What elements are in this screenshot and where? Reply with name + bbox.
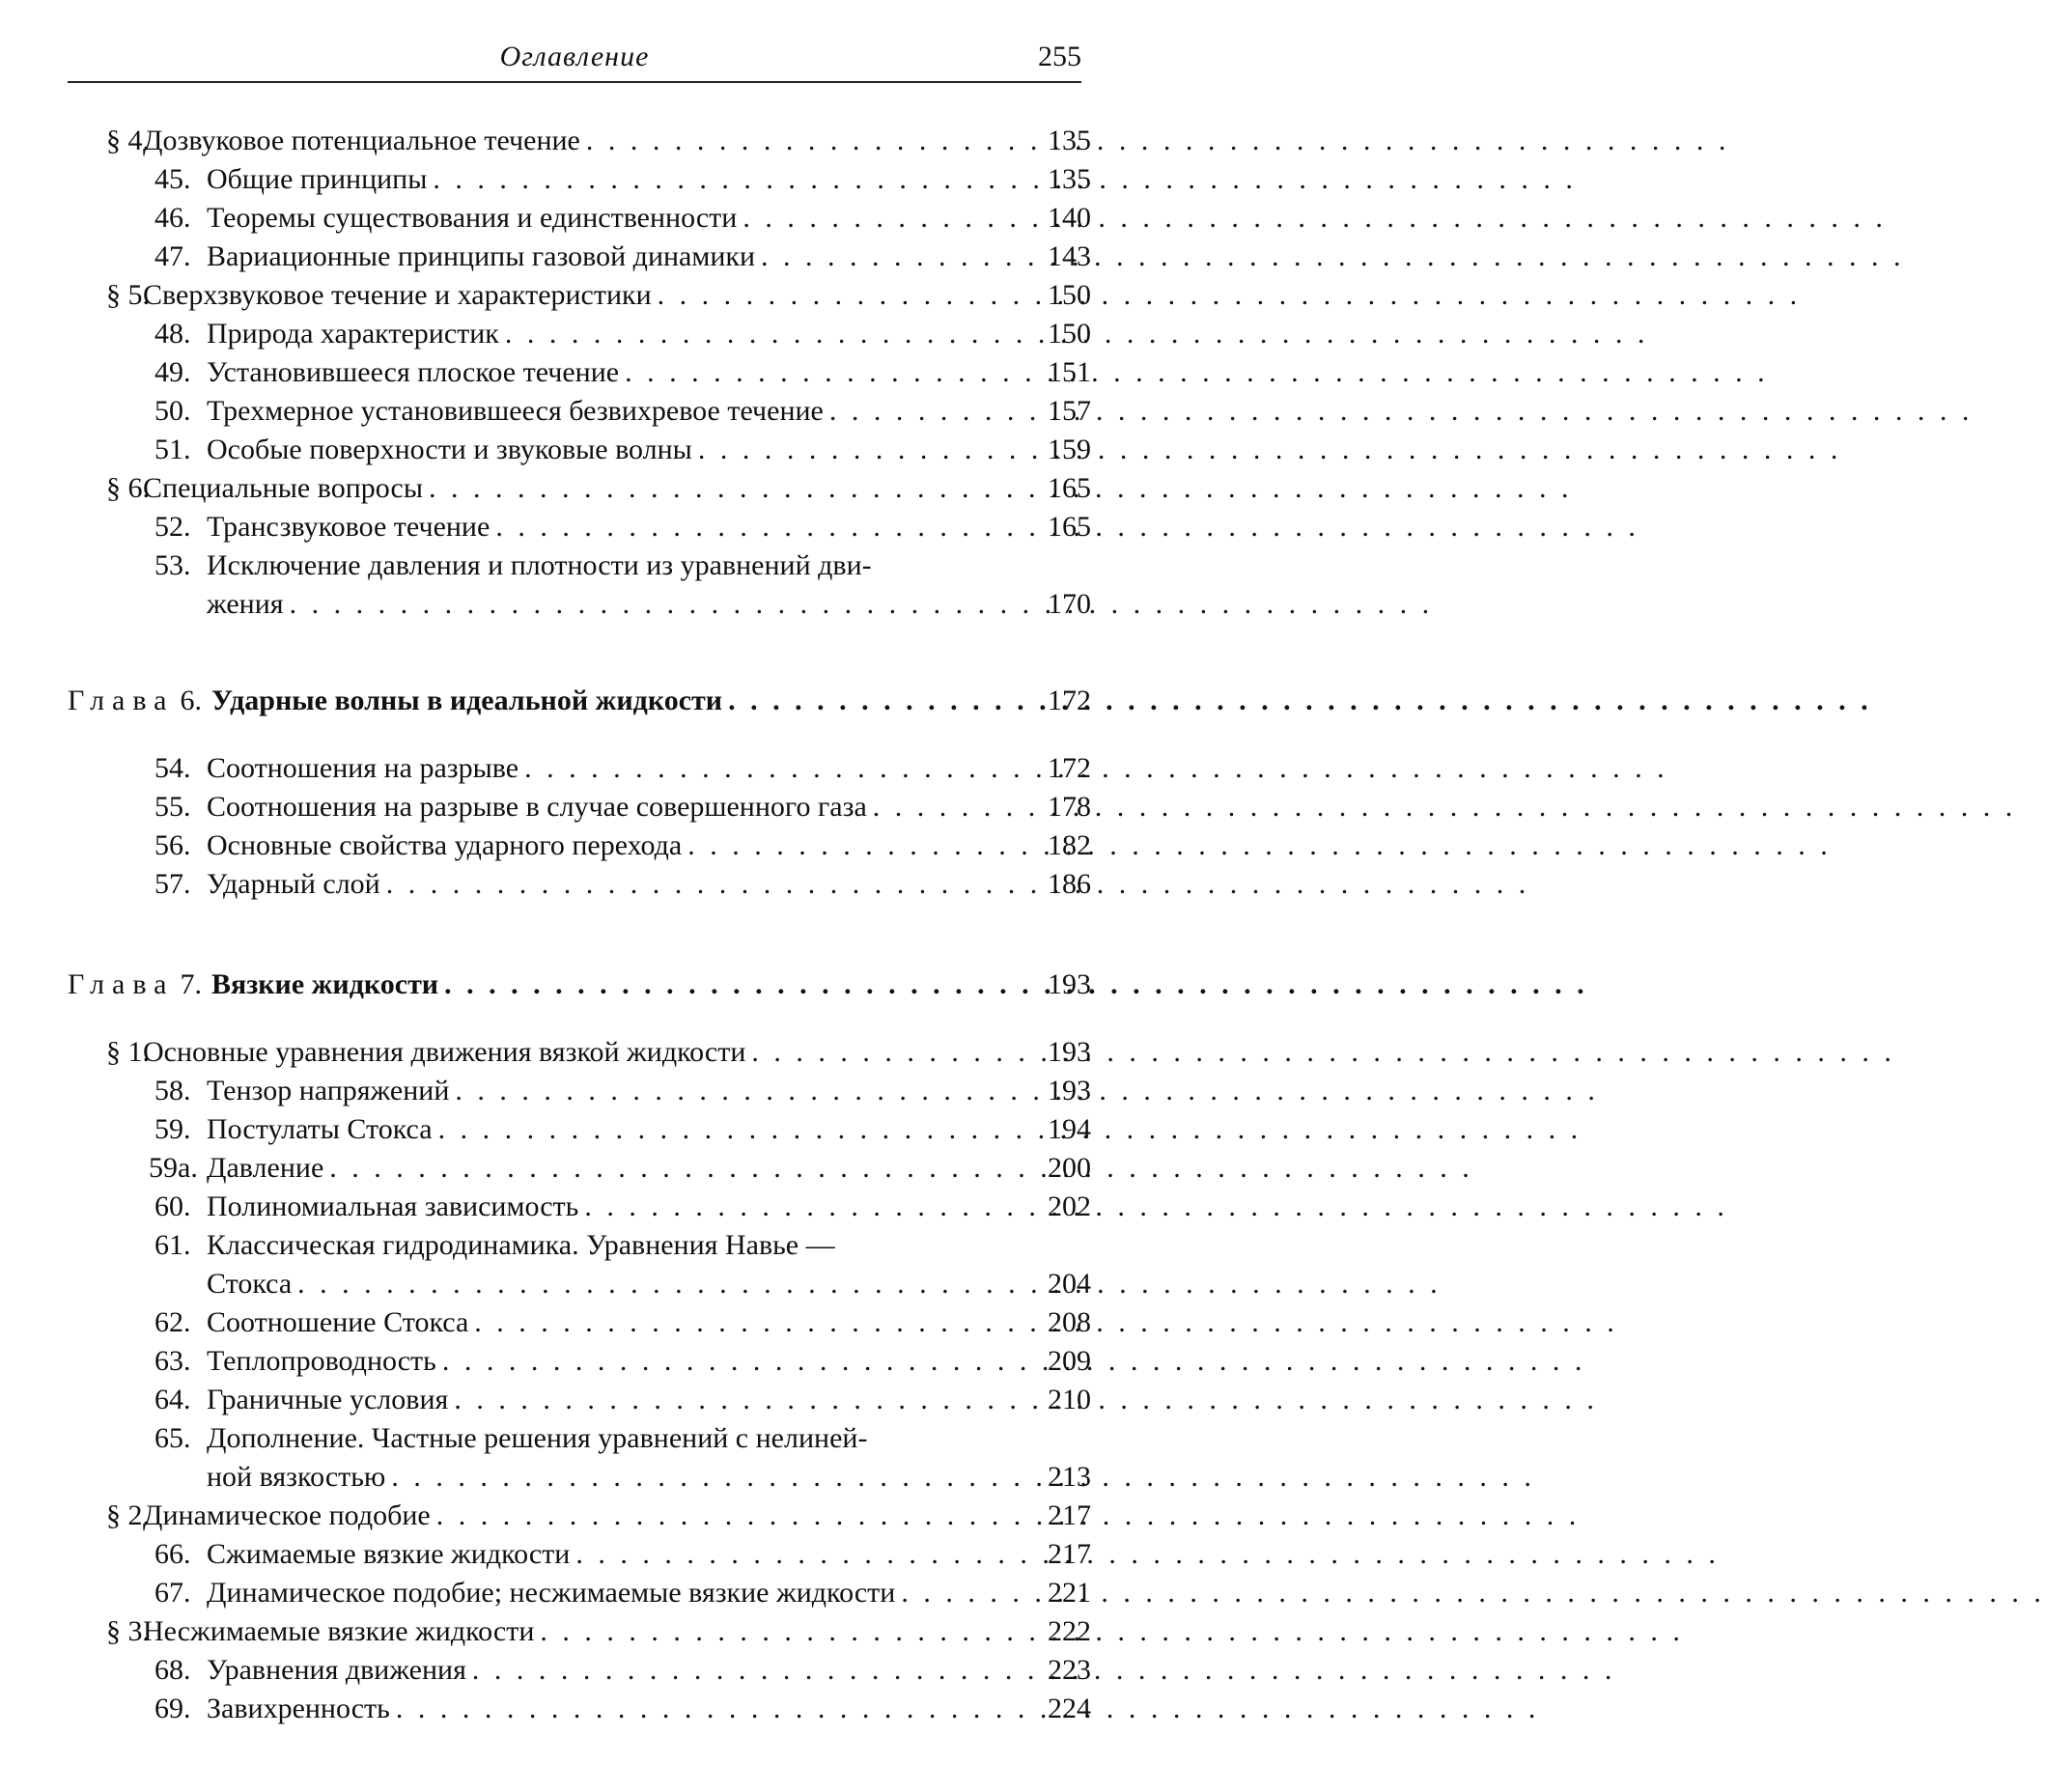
entry-title: Трехмерное установившееся безвихревое течение: [207, 395, 824, 427]
entry-number: 59.: [154, 1113, 191, 1145]
entry-number: § 4.: [106, 125, 150, 156]
dot-leader: [290, 585, 1031, 624]
dot-leader: [444, 966, 1031, 1004]
entry-title: Динамическое подобие; несжимаемые вязкие жидкости: [207, 1577, 896, 1609]
page-number: 150: [1048, 318, 1091, 350]
page-number: 143: [1048, 240, 1091, 272]
entry-title: Граничные условия: [207, 1384, 449, 1415]
page-number: 221: [1048, 1577, 1091, 1609]
toc-item-row[interactable]: [154, 1072, 1091, 1110]
entry-number: 63.: [154, 1345, 191, 1377]
page-number: 159: [1048, 434, 1091, 465]
page-number: 135: [1048, 125, 1091, 156]
header-page-number: 255: [1038, 41, 1081, 72]
toc-item-row[interactable]: [154, 508, 1091, 546]
toc-section-row[interactable]: [106, 276, 1091, 315]
entry-number: 61.: [154, 1229, 191, 1261]
page-number: 151: [1048, 356, 1091, 388]
dot-leader: [873, 788, 1031, 826]
entry-number: § 5.: [106, 279, 150, 311]
entry-title-continuation: жения: [207, 588, 284, 620]
toc-item-row[interactable]: [154, 315, 1091, 353]
entry-title: Уравнения движения: [207, 1654, 466, 1686]
entry-number: 51.: [154, 434, 191, 465]
entry-number: § 3.: [106, 1615, 150, 1647]
page-number: 222: [1048, 1615, 1091, 1647]
dot-leader: [329, 1149, 1031, 1188]
toc-item-row[interactable]: [154, 1381, 1091, 1419]
entry-number: 62.: [154, 1306, 191, 1338]
chapter-label: Глава: [68, 968, 175, 1000]
page-number: 172: [1048, 685, 1091, 716]
dot-leader: [728, 682, 1031, 720]
entry-title: Дополнение. Частные решения уравнений с нелиней-: [207, 1422, 868, 1454]
page-number: 140: [1048, 202, 1091, 234]
entry-number: 57.: [154, 868, 191, 900]
entry-number: § 1.: [106, 1036, 150, 1068]
page-number: 193: [1048, 1036, 1091, 1068]
page-number: 135: [1048, 163, 1091, 195]
entry-title: Исключение давления и плотности из уравнений дви-: [207, 549, 872, 581]
toc-item-row[interactable]: [154, 1419, 1091, 1458]
entry-title: Полиномиальная зависимость: [207, 1190, 579, 1222]
page-number: 200: [1048, 1152, 1091, 1184]
entry-title: Специальные вопросы: [143, 472, 423, 504]
entry-number: 66.: [154, 1538, 191, 1570]
page-number: 165: [1048, 511, 1091, 543]
dot-leader: [625, 353, 1031, 392]
entry-title: Теоремы существования и единственности: [207, 202, 738, 234]
dot-leader: [386, 865, 1031, 904]
toc-chapter-row[interactable]: [68, 966, 1091, 1004]
dot-leader: [658, 276, 1031, 315]
page-number: 210: [1048, 1384, 1091, 1415]
page-number: 186: [1048, 868, 1091, 900]
page-number: 194: [1048, 1113, 1091, 1145]
entry-title: Динамическое подобие: [143, 1499, 431, 1531]
toc-item-row[interactable]: [154, 199, 1091, 238]
dot-leader: [742, 199, 1031, 238]
entry-title: Природа характеристик: [207, 318, 499, 350]
page-number: 208: [1048, 1306, 1091, 1338]
toc-item-row[interactable]: [154, 392, 1091, 431]
toc-item-row[interactable]: [154, 1188, 1091, 1226]
chapter-number: 7.: [180, 968, 202, 1000]
toc-section-row[interactable]: [106, 469, 1091, 508]
page-number: 165: [1048, 472, 1091, 504]
dot-leader: [505, 315, 1031, 353]
entry-number: 48.: [154, 318, 191, 350]
chapter-title: Ударные волны в идеальной жидкости: [210, 685, 723, 716]
toc-item-row[interactable]: [154, 826, 1091, 865]
page-number: 172: [1048, 752, 1091, 784]
entry-number: 53.: [154, 549, 191, 581]
entry-title: Установившееся плоское течение: [207, 356, 620, 388]
dot-leader: [575, 1535, 1031, 1574]
toc-item-row[interactable]: [154, 238, 1091, 276]
page-number: 157: [1048, 395, 1091, 427]
toc-section-row[interactable]: [106, 1497, 1091, 1535]
entry-title: Классическая гидродинамика. Уравнения Навье —: [207, 1229, 835, 1261]
toc-item-row[interactable]: [154, 353, 1091, 392]
toc-item-row[interactable]: [154, 749, 1091, 788]
entry-title: Трансзвуковое течение: [207, 511, 490, 543]
toc-item-continuation[interactable]: [207, 1458, 1091, 1497]
header-title: Оглавление: [499, 41, 650, 72]
entry-title: Давление: [207, 1152, 324, 1184]
dot-leader: [436, 1497, 1031, 1535]
page-number: 217: [1048, 1538, 1091, 1570]
entry-title: Сжимаемые вязкие жидкости: [207, 1538, 571, 1570]
entry-number: 50.: [154, 395, 191, 427]
entry-number: 59а.: [149, 1152, 198, 1184]
toc-item-row[interactable]: [154, 865, 1091, 904]
dot-leader: [698, 431, 1031, 469]
entry-title: Основные уравнения движения вязкой жидкости: [143, 1036, 746, 1068]
entry-title: Сверхзвуковое течение и характеристики: [143, 279, 652, 311]
entry-number: 64.: [154, 1384, 191, 1415]
header-rule: [68, 81, 1081, 83]
toc-item-row[interactable]: [154, 1226, 1091, 1265]
dot-leader: [829, 392, 1031, 431]
entry-title: Вариационные принципы газовой динамики: [207, 240, 756, 272]
entry-number: § 2.: [106, 1499, 150, 1531]
toc-section-row[interactable]: [106, 122, 1091, 160]
dot-leader: [687, 826, 1031, 865]
toc-item-continuation[interactable]: [207, 585, 1091, 624]
entry-number: 54.: [154, 752, 191, 784]
entry-number: 49.: [154, 356, 191, 388]
entry-number: 46.: [154, 202, 191, 234]
page-number: 170: [1048, 588, 1091, 620]
toc-item-row[interactable]: [154, 1342, 1091, 1381]
page-number: 150: [1048, 279, 1091, 311]
dot-leader: [751, 1033, 1031, 1072]
entry-title: Завихренность: [207, 1693, 390, 1724]
toc-item-row[interactable]: [154, 1690, 1091, 1728]
page-number: 204: [1048, 1268, 1091, 1300]
page-number: 193: [1048, 1075, 1091, 1106]
entry-number: 47.: [154, 240, 191, 272]
toc-item-row[interactable]: [154, 1110, 1091, 1149]
toc-item-row[interactable]: [154, 431, 1091, 469]
entry-number: 68.: [154, 1654, 191, 1686]
toc-item-row[interactable]: [154, 1651, 1091, 1690]
entry-number: 69.: [154, 1693, 191, 1724]
dot-leader: [454, 1381, 1031, 1419]
entry-title: Соотношения на разрыве: [207, 752, 519, 784]
entry-title: Соотношение Стокса: [207, 1306, 469, 1338]
entry-title: Соотношения на разрыве в случае совершенного газа: [207, 791, 867, 823]
running-header: [68, 33, 1081, 81]
entry-title: Несжимаемые вязкие жидкости: [143, 1615, 535, 1647]
dot-leader: [586, 122, 1031, 160]
toc-chapter-row[interactable]: [68, 682, 1091, 720]
toc-item-row[interactable]: [154, 1574, 1091, 1612]
dot-leader: [474, 1303, 1031, 1342]
toc-item-row[interactable]: [154, 788, 1091, 826]
toc-item-continuation[interactable]: [207, 1265, 1091, 1303]
dot-leader: [524, 749, 1031, 788]
entry-number: 58.: [154, 1075, 191, 1106]
dot-leader: [433, 160, 1031, 199]
entry-number: 56.: [154, 829, 191, 861]
entry-number: 52.: [154, 511, 191, 543]
toc-section-row[interactable]: [106, 1612, 1091, 1651]
entry-title: Ударный слой: [207, 868, 380, 900]
entry-title: Общие принципы: [207, 163, 428, 195]
page-number: 193: [1048, 968, 1091, 1000]
toc-item-row[interactable]: [154, 546, 1091, 585]
chapter-label: Глава: [68, 685, 175, 716]
dot-leader: [438, 1110, 1031, 1149]
page-number: 178: [1048, 791, 1091, 823]
entry-number: 45.: [154, 163, 191, 195]
toc-item-row[interactable]: [149, 1149, 1091, 1188]
entry-title-continuation: ной вязкостью: [207, 1461, 386, 1493]
entry-number: 55.: [154, 791, 191, 823]
toc-section-row[interactable]: [106, 1033, 1091, 1072]
dot-leader: [540, 1612, 1031, 1651]
chapter-title: Вязкие жидкости: [210, 968, 439, 1000]
entry-title: Особые поверхности и звуковые волны: [207, 434, 692, 465]
page-number: 213: [1048, 1461, 1091, 1493]
dot-leader: [396, 1690, 1031, 1728]
dot-leader: [455, 1072, 1031, 1110]
entry-number: § 6.: [106, 472, 150, 504]
dot-leader: [584, 1188, 1031, 1226]
page-number: 223: [1048, 1654, 1091, 1686]
entry-title-continuation: Стокса: [207, 1268, 293, 1300]
toc-item-row[interactable]: [154, 160, 1091, 199]
entry-number: 65.: [154, 1422, 191, 1454]
entry-title: Тензор напряжений: [207, 1075, 450, 1106]
dot-leader: [901, 1574, 1031, 1612]
page-number: 202: [1048, 1190, 1091, 1222]
page-number: 217: [1048, 1499, 1091, 1531]
entry-title: Основные свойства ударного перехода: [207, 829, 683, 861]
toc-item-row[interactable]: [154, 1535, 1091, 1574]
page-number: 224: [1048, 1693, 1091, 1724]
toc-item-row[interactable]: [154, 1303, 1091, 1342]
chapter-number: 6.: [180, 685, 202, 716]
page-number: 209: [1048, 1345, 1091, 1377]
dot-leader: [442, 1342, 1031, 1381]
dot-leader: [495, 508, 1031, 546]
entry-title: Теплопроводность: [207, 1345, 436, 1377]
entry-title: Дозвуковое потенциальное течение: [143, 125, 580, 156]
dot-leader: [391, 1458, 1031, 1497]
dot-leader: [761, 238, 1031, 276]
entry-title: Постулаты Стокса: [207, 1113, 433, 1145]
dot-leader: [429, 469, 1031, 508]
page-number: 182: [1048, 829, 1091, 861]
entry-number: 67.: [154, 1577, 191, 1609]
entry-number: 60.: [154, 1190, 191, 1222]
dot-leader: [297, 1265, 1031, 1303]
dot-leader: [472, 1651, 1031, 1690]
